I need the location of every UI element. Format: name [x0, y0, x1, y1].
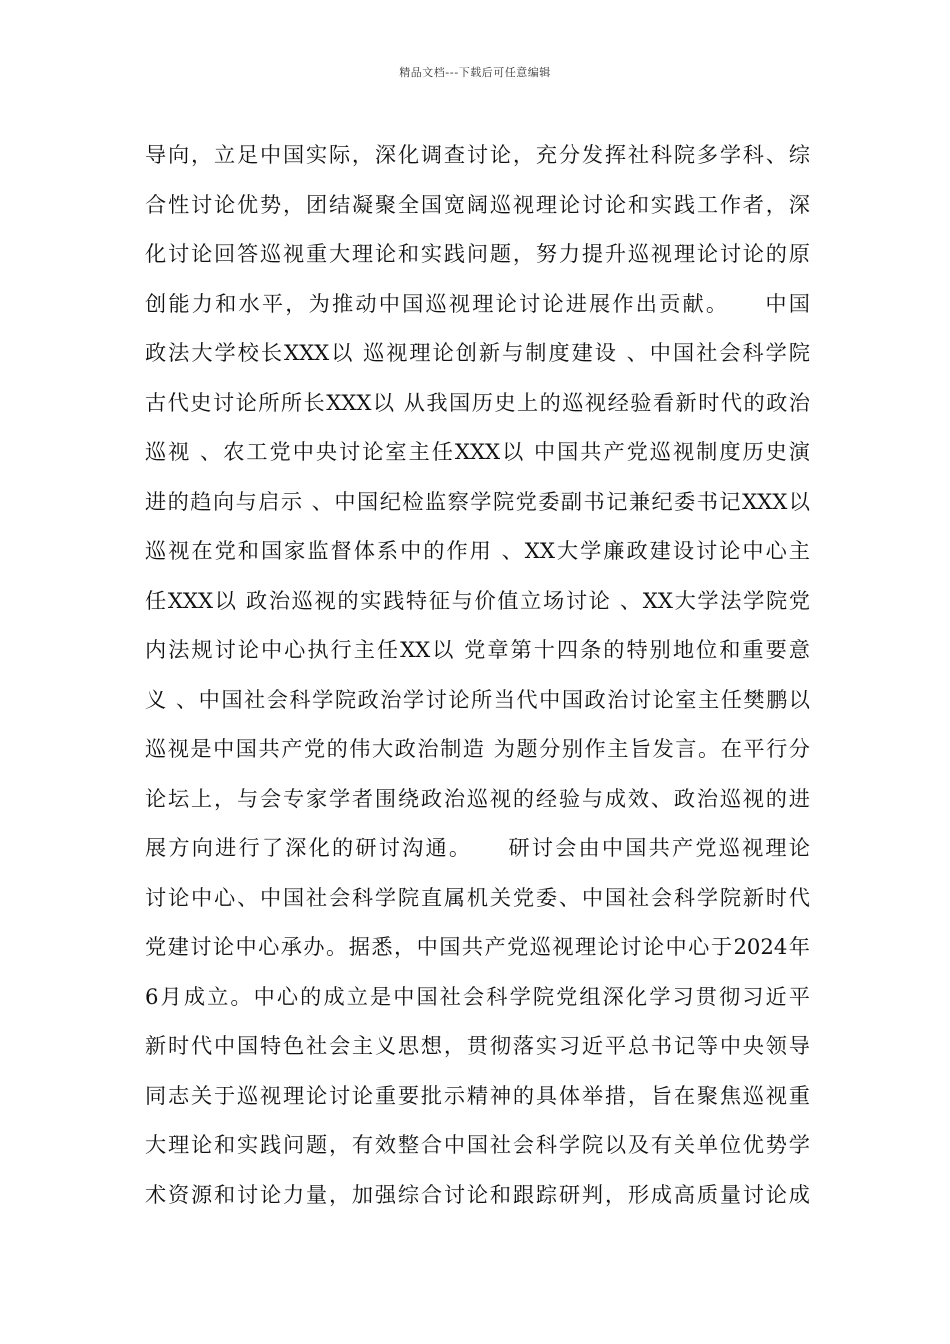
body-text [145, 130, 810, 1219]
text-line: 展方向进行了深化的研讨沟通。 研讨会由中国共产党巡视理论 [145, 835, 810, 860]
text-line: 巡视 、农工党中央讨论室主任XXX以 中国共产党巡视制度历史演 [145, 439, 810, 464]
text-line: 进的趋向与启示 、中国纪检监察学院党委副书记兼纪委书记XXX以 [145, 488, 810, 514]
text-line: 论坛上，与会专家学者围绕政治巡视的经验与成效、政治巡视的进 [145, 785, 810, 811]
text-line: 导向，立足中国实际，深化调查讨论，充分发挥社科院多学科、综 [145, 142, 810, 167]
text-line: 术资源和讨论力量，加强综合讨论和跟踪研判，形成高质量讨论成 [145, 1181, 810, 1207]
text-line: 6月成立。中心的成立是中国社会科学院党组深化学习贯彻习近平 [145, 983, 810, 1009]
text-line: 巡视在党和国家监督体系中的作用 、XX大学廉政建设讨论中心主 [145, 538, 810, 563]
text-line: 政法大学校长XXX以 巡视理论创新与制度建设 、中国社会科学院 [145, 340, 810, 365]
text-line: 党建讨论中心承办。据悉，中国共产党巡视理论讨论中心于2024年 [145, 934, 810, 959]
text-line: 创能力和水平，为推动中国巡视理论讨论进展作出贡献。 中国 [145, 290, 810, 316]
text-line: 大理论和实践问题，有效整合中国社会科学院以及有关单位优势学 [145, 1132, 810, 1157]
text-line: 古代史讨论所所长XXX以 从我国历史上的巡视经验看新时代的政治 [145, 389, 810, 415]
text-line: 巡视是中国共产党的伟大政治制造 为题分别作主旨发言。在平行分 [145, 736, 810, 761]
text-line: 义 、中国社会科学院政治学讨论所当代中国政治讨论室主任樊鹏以 [145, 686, 810, 712]
text-line: 任XXX以 政治巡视的实践特征与价值立场讨论 、XX大学法学院党 [145, 587, 810, 613]
text-line: 新时代中国特色社会主义思想，贯彻落实习近平总书记等中央领导 [145, 1033, 810, 1058]
text-line: 同志关于巡视理论讨论重要批示精神的具体举措，旨在聚焦巡视重 [145, 1082, 810, 1108]
text-line: 内法规讨论中心执行主任XX以 党章第十四条的特别地位和重要意 [145, 637, 810, 662]
text-line: 合性讨论优势，团结凝聚全国宽阔巡视理论讨论和实践工作者，深 [145, 191, 810, 217]
text-line: 化讨论回答巡视重大理论和实践问题，努力提升巡视理论讨论的原 [145, 241, 810, 266]
text-line: 讨论中心、中国社会科学院直属机关党委、中国社会科学院新时代 [145, 884, 810, 910]
page-header: 精品文档---下载后可任意编辑 [399, 66, 551, 79]
